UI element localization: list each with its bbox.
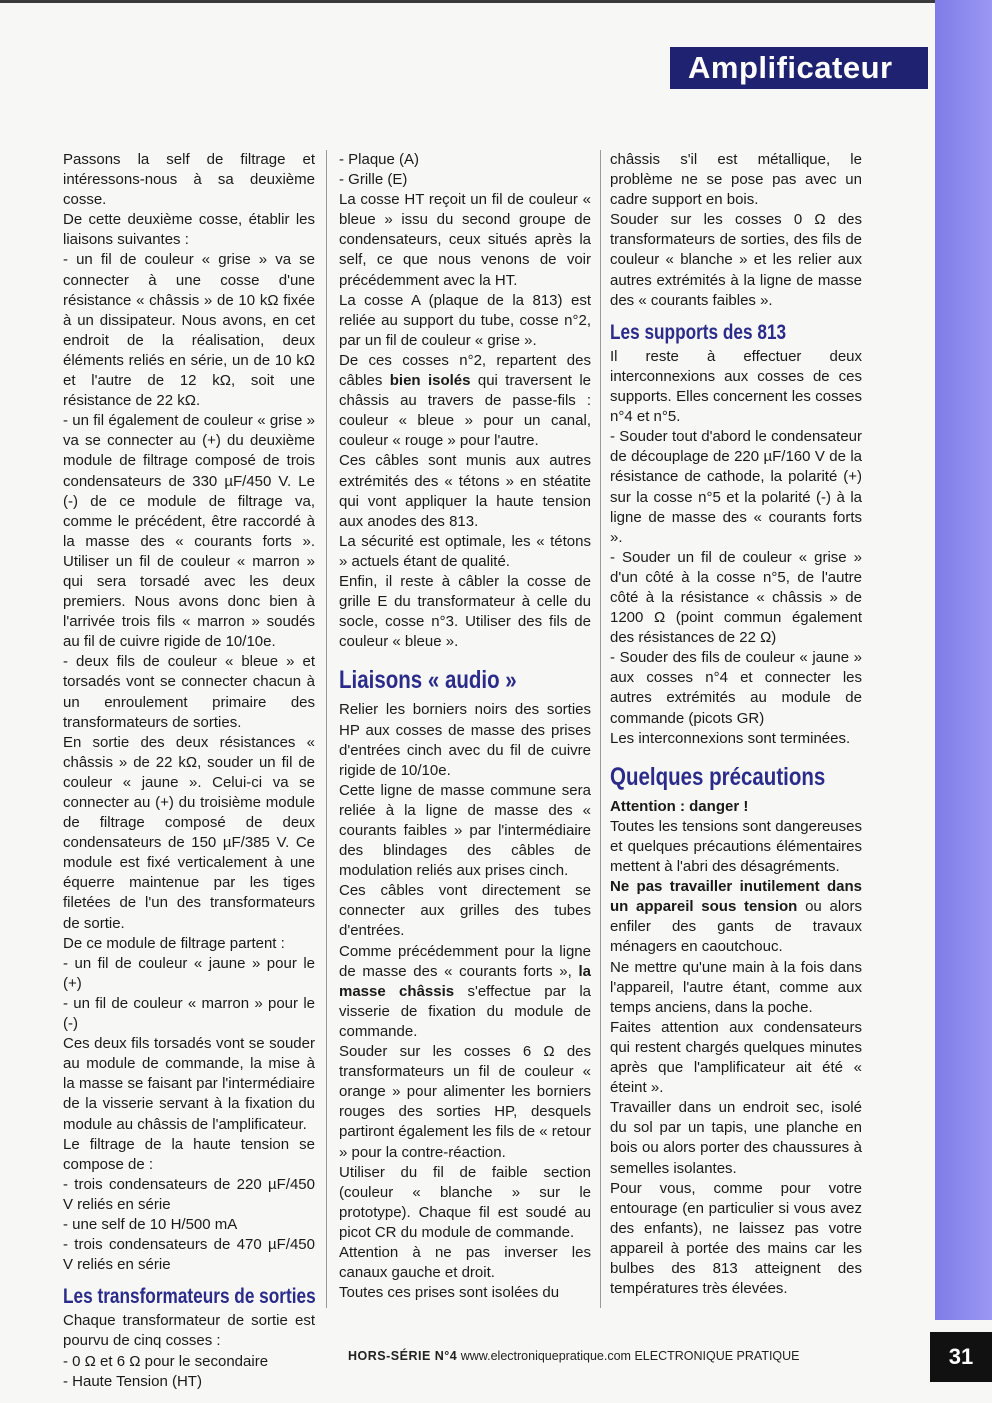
bold-text: la masse châssis	[339, 962, 591, 1000]
paragraph: Ces câbles vont directement se connecter aux grilles des tubes d'entrées.	[339, 882, 591, 940]
bold-text: Ne pas travailler inutilement dans un appareil sous tension	[610, 878, 862, 916]
text-run: De ces cosses n°2, repartent des câbles	[339, 351, 591, 390]
paragraph: - Souder des fils de couleur « jaune » aux cosses n°4 et connecter les autres extrémités au module de commande (picots GR)	[610, 649, 862, 727]
paragraph: Passons la self de filtrage et intéressons-nous à sa deuxième cosse.	[63, 151, 315, 209]
paragraph: Toutes les tensions sont dangereuses et quelques précautions élémentaires mettent à l'abri des désagréments.	[610, 817, 862, 876]
issue-label: HORS-SÉRIE N°4	[348, 1349, 458, 1363]
paragraph: - Haute Tension (HT)	[63, 1372, 202, 1390]
text-run: ou alors enfiler des gants de travaux ménagers en caoutchouc.	[610, 898, 862, 956]
website-url: www.electroniquepratique.com	[460, 1349, 631, 1363]
paragraph	[610, 877, 862, 957]
paragraph: La cosse A (plaque de la 813) est reliée au support du tube, cosse n°2, par un fil de couleur « grise ».	[339, 291, 591, 349]
paragraph: La cosse HT reçoit un fil de couleur « bleue » issu du second groupe de condensateurs, ceux situés après la self, ce que nous venons de voir précédemment avec la HT.	[339, 191, 591, 289]
page-footer	[348, 1349, 800, 1363]
paragraph: - trois condensateurs de 470 µF/450 V reliés en série	[63, 1236, 315, 1274]
paragraph: Les interconnexions sont terminées.	[610, 729, 851, 747]
text-run: qui traversent le châssis au travers de passe-fils : couleur « bleue » pour un canal, couleur « rouge » pour l'autre.	[339, 372, 592, 450]
paragraph: Travailler dans un endroit sec, isolé du sol par un tapis, une planche en bois ou alors porter des chaussures à semelles isolantes.	[610, 1099, 862, 1177]
paragraph	[339, 942, 591, 1042]
column-1	[63, 150, 315, 1392]
paragraph: - Plaque (A)	[339, 151, 420, 168]
paragraph: Ne mettre qu'une main à la fois dans l'appareil, l'autre étant, comme aux temps anciens, dans la poche.	[610, 958, 862, 1016]
paragraph: Souder sur les cosses 0 Ω des transformateurs de sorties, des fils de couleur « blanche » et les relier aux autres extrémités à la ligne de masse des « courants faibles ».	[610, 211, 862, 309]
paragraph: - un fil de couleur « jaune » pour le (+)	[63, 954, 315, 992]
paragraph: Toutes ces prises sont isolées du	[339, 1284, 560, 1302]
section-heading: Liaisons « audio »	[339, 666, 517, 695]
paragraph: - Souder un fil de couleur « grise » d'un côté à la cosse n°5, de l'autre côté à la résistance « châssis » de 1200 Ω (point commun également des résistances de 22 Ω)	[610, 548, 862, 647]
paragraph: Cette ligne de masse commune sera reliée à la ligne de masse des « courants faibles » par l'intermédiaire des blindages des câbles de modulation reliés aux prises cinch.	[339, 781, 591, 880]
paragraph: Faites attention aux condensateurs qui restent chargés quelques minutes après que l'amplificateur ait été « éteint ».	[610, 1018, 862, 1097]
column-divider	[326, 150, 327, 1308]
paragraph: De ce module de filtrage partent :	[63, 934, 285, 952]
paragraph: Ces câbles sont munis aux autres extrémités des « tétons » en stéatite qui vont appliquer la haute tension aux anodes des 813.	[339, 452, 591, 530]
paragraph: - une self de 10 H/500 mA	[63, 1215, 238, 1233]
section-heading: Les transformateurs de sorties	[63, 1285, 316, 1309]
paragraph: - trois condensateurs de 220 µF/450 V reliés en série	[63, 1175, 315, 1213]
page-number: 31	[930, 1332, 992, 1382]
paragraph: Enfin, il reste à câbler la cosse de grille E du transformateur à celle du socle, cosse n°3. Utiliser des fils de couleur « bleue ».	[339, 572, 591, 651]
paragraph: Pour vous, comme pour votre entourage (en particulier si vous avez des enfants), ne laissez pas votre appareil à portée des mains car les bulbes des 813 atteignent des températures très élevées.	[610, 1179, 862, 1298]
section-heading: Les supports des 813	[610, 320, 787, 344]
top-rule	[0, 0, 935, 3]
column-2	[339, 150, 591, 1303]
section-header: Amplificateur	[670, 47, 928, 89]
text-run: s'effectue par la visserie de fixation du module de commande.	[339, 982, 591, 1040]
side-color-band	[935, 0, 992, 1320]
paragraph: - un fil également de couleur « grise » va se connecter au (+) du deuxième module de filtrage composé de trois condensateurs de 330 µF/450 V. Le (-) de ce module de filtrage va, comme le précédent, être raccordé à la masse des « courants forts ». Utiliser un fil de couleur « marron » qui sera torsadé avec les deux premiers. Nous avons donc bien à l'arrivée trois fils « marron » soudés au fil de cuivre rigide de 10/10e.	[63, 412, 315, 651]
magazine-name: ELECTRONIQUE PRATIQUE	[634, 1349, 800, 1363]
paragraph: De cette deuxième cosse, établir les liaisons suivantes :	[63, 211, 315, 249]
paragraph: - 0 Ω et 6 Ω pour le secondaire	[63, 1352, 269, 1370]
paragraph: - deux fils de couleur « bleue » et torsadés vont se connecter chacun à un enroulement primaire des transformateurs de sorties.	[63, 653, 315, 731]
text-run: Comme précédemment pour la ligne de masse des « courants forts »,	[339, 942, 591, 980]
paragraph: Ces deux fils torsadés vont se souder au module de commande, la mise à la masse se faisant par l'intermédiaire de la visserie servant à la fixation du module au châssis de l'amplificateur.	[63, 1035, 315, 1133]
paragraph: Utiliser du fil de faible section (couleur « blanche » sur le prototype). Chaque fil est soudé au picot CR du module de commande.	[339, 1163, 591, 1241]
paragraph: - Grille (E)	[339, 171, 408, 189]
column-divider	[600, 150, 601, 1308]
column-3	[610, 150, 862, 1299]
paragraph: - Souder tout d'abord le condensateur de découplage de 220 µF/160 V de la résistance de cathode, la polarité (+) sur la cosse n°5 et la polarité (-) à la ligne de masse des « courants forts ».	[610, 428, 862, 546]
paragraph: Attention à ne pas inverser les canaux gauche et droit.	[339, 1243, 591, 1282]
section-heading: Quelques précautions	[610, 762, 826, 791]
paragraph: Il reste à effectuer deux interconnexions aux cosses de ces supports. Elles concernent les cosses n°4 et n°5.	[610, 347, 862, 426]
paragraph: Chaque transformateur de sortie est pourvu de cinq cosses :	[63, 1312, 315, 1350]
paragraph: - un fil de couleur « grise » va se connecter à une cosse d'une résistance « châssis » de 10 kΩ fixée à un dissipateur. Nous avons, en cet endroit de la réalisation, deux éléments reliés en série, un de 10 kΩ et l'autre de 12 kΩ, soit une résistance de 22 kΩ.	[63, 251, 315, 410]
paragraph: La sécurité est optimale, les « tétons » actuels étant de qualité.	[339, 532, 591, 570]
paragraph: - un fil de couleur « marron » pour le (-)	[63, 994, 315, 1033]
paragraph: Relier les borniers noirs des sorties HP aux cosses de masse des prises d'entrées cinch avec du fil de cuivre rigide de 10/10e.	[339, 701, 591, 779]
paragraph: châssis s'il est métallique, le problème ne se pose pas avec un cadre support en bois.	[610, 151, 862, 209]
paragraph: En sortie des deux résistances « châssis » de 22 kΩ, souder un fil de couleur « jaune ». Celui-ci va se connecter au (+) du troisième module de filtrage composé de deux condensateurs de 150 µF/385 V. Ce module est fixé verticalement à une équerre maintenue par les tiges filetées de l'un des transformateurs de sortie.	[63, 733, 315, 932]
bold-text: Attention : danger !	[610, 797, 749, 815]
bold-text: bien isolés	[389, 372, 471, 390]
paragraph: Le filtrage de la haute tension se compose de :	[63, 1135, 315, 1173]
paragraph: Souder sur les cosses 6 Ω des transformateurs un fil de couleur « orange » pour alimenter les borniers rouges des sorties HP, desquels partiront également les fils de « retour » pour la contre-réaction.	[339, 1043, 591, 1161]
paragraph	[610, 797, 862, 817]
paragraph	[339, 351, 591, 451]
